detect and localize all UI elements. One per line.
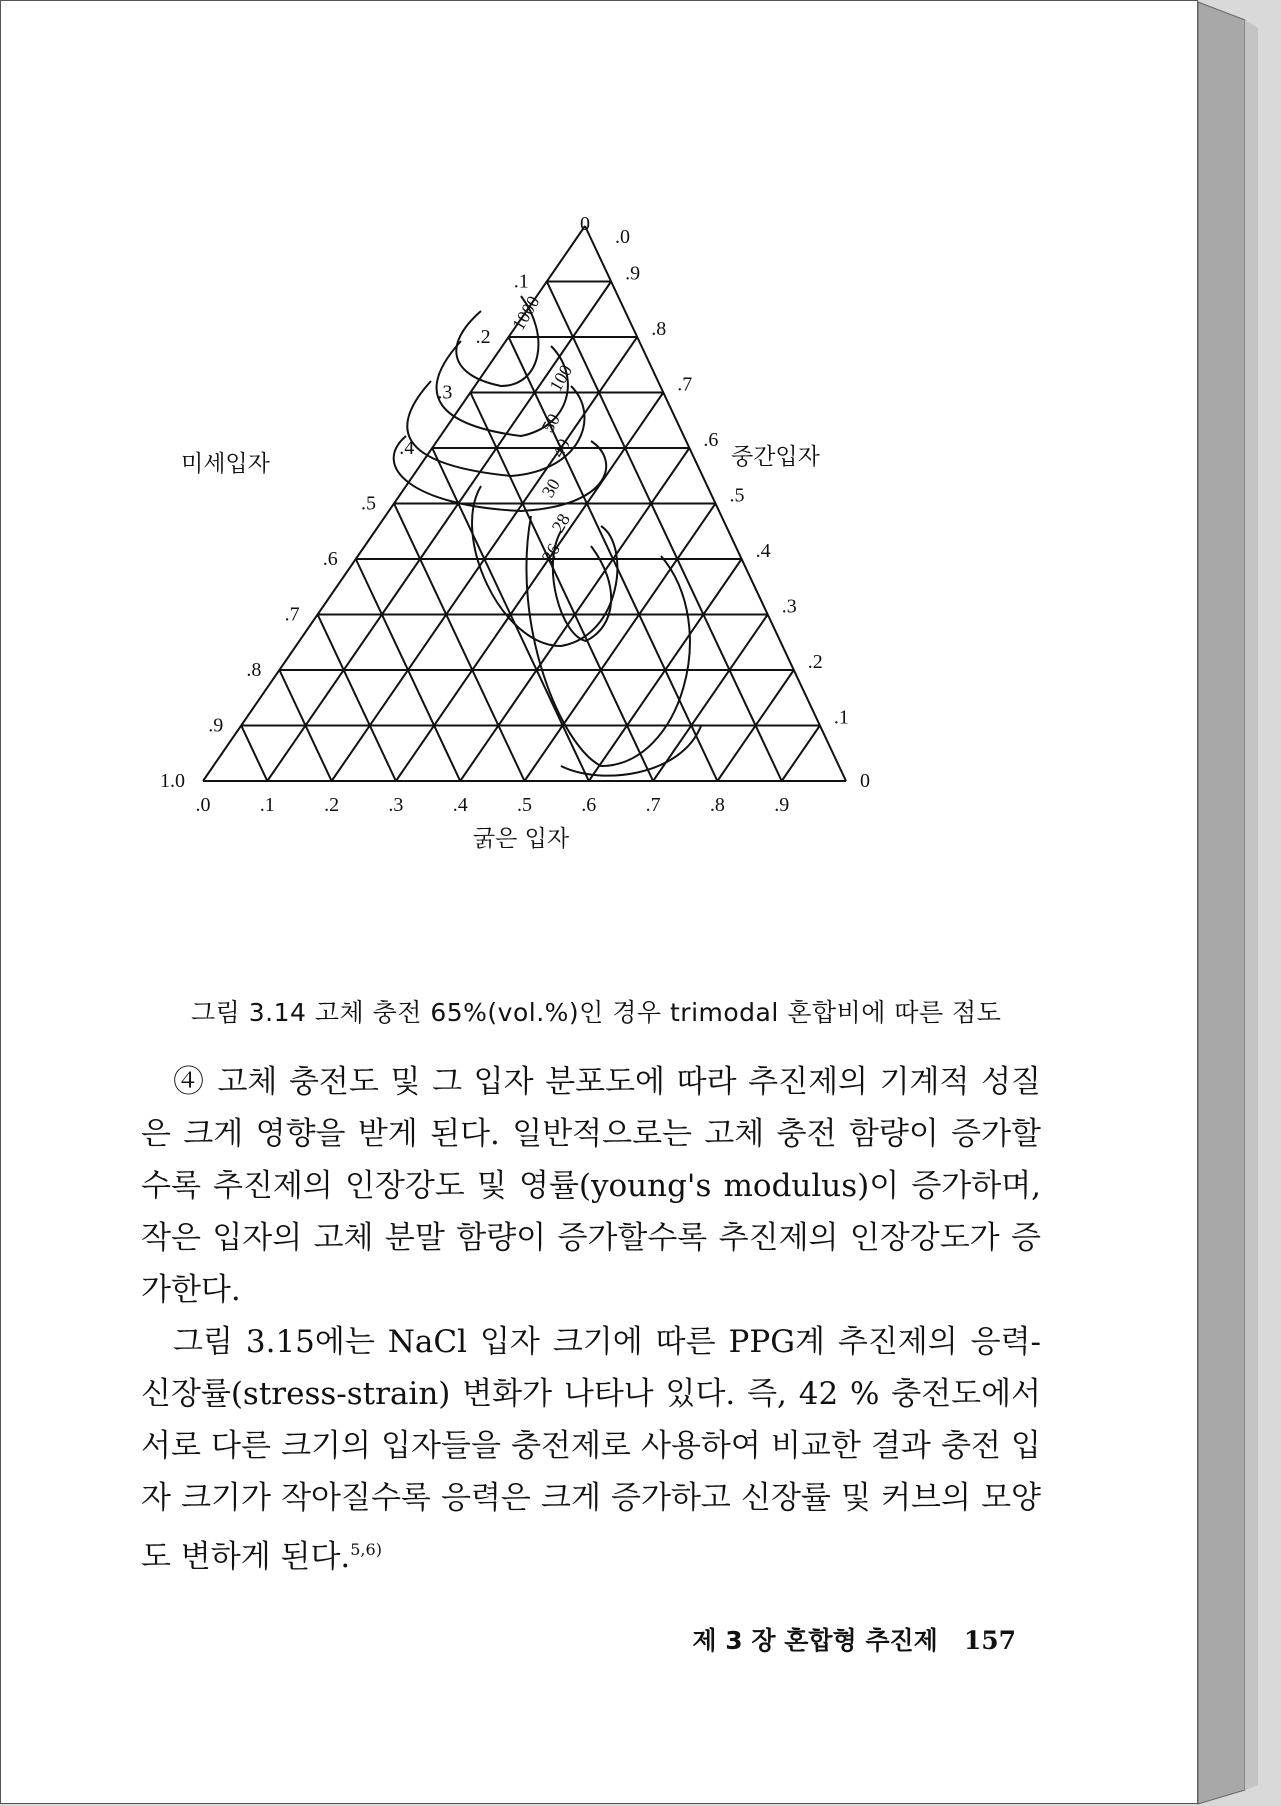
- contour-label: 1000: [508, 292, 544, 334]
- right-tick-label: .3: [781, 595, 797, 618]
- right-tick-label: .2: [807, 651, 823, 673]
- bottom-tick-label: .0: [195, 794, 211, 816]
- contour-label: 26: [537, 540, 564, 566]
- right-tick-label: .9: [625, 262, 641, 285]
- contour-label: 100: [545, 361, 577, 395]
- left-tick-label: .9: [208, 714, 224, 737]
- right-tick-label: .7: [677, 373, 693, 396]
- contour-label: 40: [547, 435, 574, 461]
- left-tick-label: .2: [475, 326, 491, 348]
- left-tick-label: .4: [399, 437, 415, 459]
- page-number: 157: [963, 1626, 1016, 1655]
- bottom-tick-label: .7: [645, 794, 661, 816]
- apex-right-label: .0: [615, 226, 630, 248]
- bottom-tick-label: .4: [452, 794, 468, 816]
- right-tick-label: .4: [755, 540, 771, 562]
- bottom-tick-label: .6: [581, 794, 597, 816]
- contour-label: 28: [547, 510, 574, 536]
- bottom-tick-label: .1: [259, 794, 275, 816]
- paragraph-2-text: 그림 3.15에는 NaCl 입자 크기에 따른 PPG계 추진제의 응력-신장률(stress-strain) 변화가 나타나 있다. 즉, 42 % 충전도에서 서로 다른 크기의 입자들을 충전제로 사용하여 비교한 결과 충전 입자 크기가 작아질수록 응력은 크게 증가하고 신장률 및 커브의 모양도 변하게 된다.: [141, 1324, 1041, 1575]
- chapter-title: 제 3 장 혼합형 추진제: [692, 1626, 938, 1655]
- bottom-tick-label: .5: [517, 794, 532, 816]
- figure-caption: 그림 3.14 고체 충전 65%(vol.%)인 경우 trimodal 혼합비에 따른 점도: [191, 998, 1002, 1027]
- contour-label: 30: [537, 475, 564, 501]
- right-tick-label: .1: [833, 706, 849, 729]
- right-tick-label: .8: [651, 318, 667, 340]
- bottom-tick-label: .8: [709, 794, 725, 816]
- right-tick-label: 0: [860, 770, 870, 792]
- right-tick-label: .5: [729, 484, 745, 507]
- left-tick-label: .7: [284, 603, 300, 626]
- left-tick-label: .6: [322, 548, 338, 570]
- left-tick-label: 1.0: [160, 770, 185, 792]
- bottom-tick-label: .9: [774, 794, 790, 816]
- left-axis-title: 미세입자: [181, 451, 270, 477]
- left-tick-label: .1: [513, 270, 529, 293]
- reference-mark: 5,6): [350, 1540, 382, 1559]
- right-tick-label: .6: [703, 429, 719, 451]
- bottom-tick-label: .3: [388, 794, 404, 816]
- contour-label: 50: [537, 410, 564, 436]
- apex-label: 0: [580, 213, 590, 235]
- bottom-axis-title: 굵은 입자: [472, 826, 570, 852]
- left-tick-label: .5: [361, 492, 376, 515]
- bottom-tick-label: .2: [324, 794, 340, 816]
- left-tick-label: .8: [246, 659, 262, 681]
- left-tick-label: .3: [437, 381, 453, 404]
- right-axis-title: 중간입자: [731, 444, 820, 470]
- paragraph-1: ④ 고체 충전도 및 그 입자 분포도에 따라 추진제의 기계적 성질은 크게 영향을 받게 된다. 일반적으로는 고체 충전 함량이 증가할수록 추진제의 인장강도 및 영률(young's modulus)이 증가하며, 작은 입자의 고체 분말 함량이 증가할수록 추진제의 인장강도가 증가한다.: [141, 1064, 1041, 1308]
